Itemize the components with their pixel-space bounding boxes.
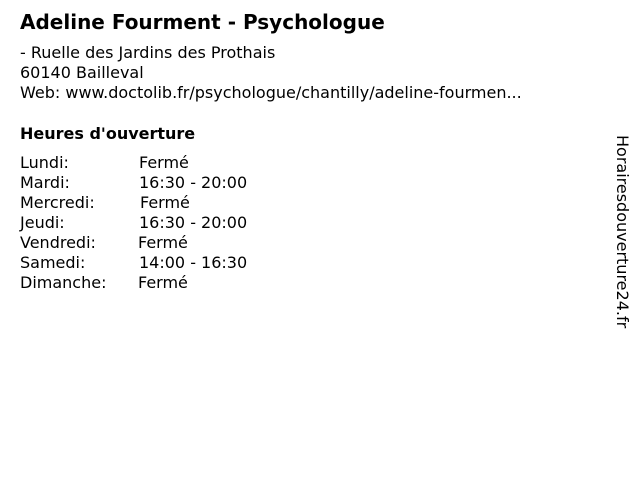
postal-city: 60140 Bailleval (20, 63, 144, 82)
day-hours: Fermé (140, 193, 190, 212)
site-brand-text: Horairesdouverture24.fr (613, 135, 632, 329)
day-hours: 14:00 - 16:30 (139, 253, 248, 272)
day-label: Jeudi: (20, 213, 65, 232)
day-label: Mercredi: (20, 193, 95, 212)
day-label: Dimanche: (20, 273, 107, 292)
address-block (20, 43, 522, 103)
day-hours: 16:30 - 20:00 (139, 213, 248, 232)
day-label: Samedi: (20, 253, 86, 272)
hours-heading: Heures d'ouverture (20, 124, 196, 143)
day-label: Mardi: (20, 173, 70, 192)
day-label: Lundi: (20, 153, 69, 172)
site-brand-vertical (611, 135, 633, 345)
day-hours: 16:30 - 20:00 (139, 173, 248, 192)
day-hours: Fermé (138, 273, 188, 292)
street-address: - Ruelle des Jardins des Prothais (20, 43, 276, 62)
page-title: Adeline Fourment - Psychologue (20, 10, 385, 34)
website-link[interactable]: Web: www.doctolib.fr/psychologue/chantilly/adeline-fourmen... (20, 83, 522, 102)
day-hours: Fermé (139, 153, 189, 172)
day-label: Vendredi: (20, 233, 96, 252)
day-hours: Fermé (138, 233, 188, 252)
